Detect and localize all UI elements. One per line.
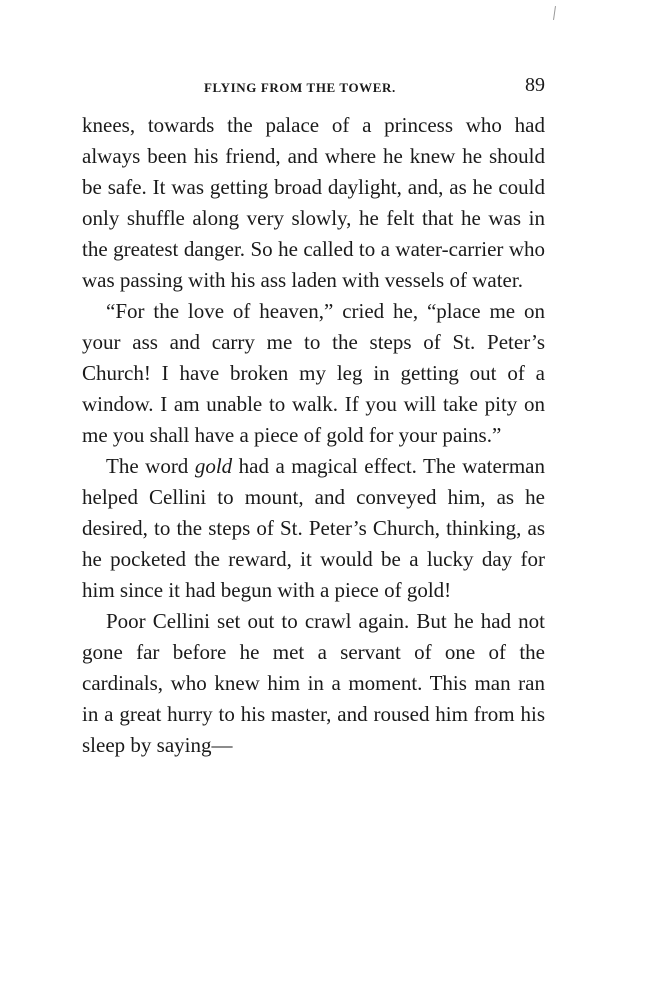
emphasis-gold: gold [194,454,233,478]
paragraph-3 [82,451,545,606]
paragraph-1: knees, towards the palace of a princess who had always been his friend, and where he knew he should be safe. It was getting broad daylight, and, as he could only shuffle along very slowly, he felt that he was in the greatest danger. So he called to a water-carrier who was passing with his ass laden with vessels of water. [82,113,545,292]
margin-mark [553,6,556,20]
body-text [82,110,545,761]
running-head [82,74,545,100]
paragraph-4: Poor Cellini set out to crawl again. But he had not gone far before he met a servant of one of the cardinals, who knew him in a moment. This man ran in a great hurry to his master, and roused him from his sleep by saying— [82,609,545,757]
paragraph-2: “For the love of heaven,” cried he, “place me on your ass and carry me to the steps of St. Peter’s Church! I have broken my leg in getting out of a window. I am unable to walk. If you will take pity on me you shall have a piece of gold for your pains.” [82,299,545,447]
page-number: 89 [525,74,545,96]
running-title: FLYING FROM THE TOWER. [204,80,396,95]
paragraph-3-before: The word [106,454,195,478]
paragraph-3-after: had a magical effect. The waterman helped Cellini to mount, and conveyed him, as he desired, to the steps of St. Peter’s Church, thinking, as he pocketed the reward, it would be a lucky day for him since it had begun with a piece of gold! [82,454,545,602]
